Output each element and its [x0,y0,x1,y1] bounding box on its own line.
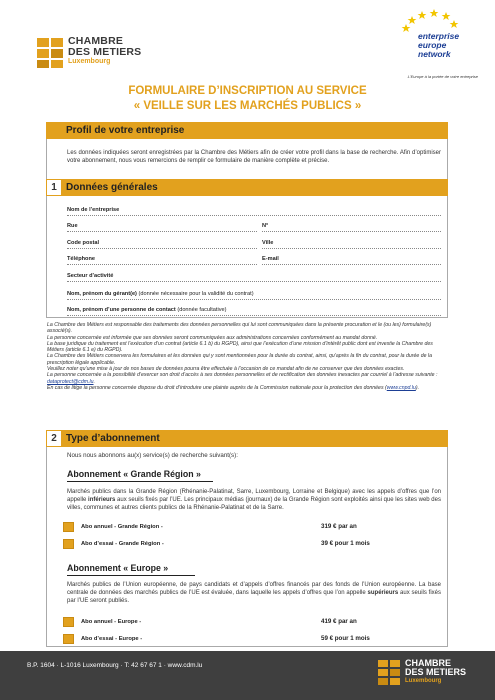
footer-logo-sub: Luxembourg [405,678,442,684]
option-eu-annual[interactable] [63,617,443,629]
section1-heading: Données générales [66,182,158,193]
manager-field[interactable] [67,299,441,300]
footer-logo-line1: CHAMBRE [405,658,451,668]
sector-field[interactable] [67,281,441,282]
option-eu-trial[interactable] [63,634,443,646]
een-line3: network [418,49,451,59]
manager-label [67,291,254,297]
street-label: Rue [67,223,78,229]
legal-p4: La Chambre des Métiers conservera les formulaires et les données qui y sont mentionnées pour la durée du contrat, ainsi, qu’après la fin du contrat, pour la durée de la prescription légale applicable. [47,353,432,366]
street-field[interactable] [67,231,257,232]
option-gr-annual-label: Abo annuel - Grande Région - [81,524,163,530]
europe-underline [67,575,195,576]
form-title-line2: « VEILLE SUR LES MARCHÉS PUBLICS » [133,100,362,112]
legal-p2: La personne concernée est informée que ses données seront communiquées aux administrations concernées conformément au mandat donné. [47,334,378,341]
een-tagline: L'Europe à la portée de votre entreprise [407,74,478,79]
legal-p5: Veuillez noter qu’une mise à jour de nos bases de données pourra être effectuée à l’occasion de ce mandat afin de ne conserver que des données exactes. [47,366,405,373]
section1-number: 1 [46,179,62,196]
een-line2: europe [418,40,447,50]
contact-field[interactable] [67,315,441,316]
footer-logo-line2: DES METIERS [405,667,467,677]
checkbox-gr-annual[interactable] [63,522,74,532]
city-label: Ville [262,240,274,246]
manager-label-text: Nom, prénom du gérant(e) [67,291,137,297]
page-footer [0,651,495,700]
section2-header [46,430,448,447]
phone-label: Téléphone [67,256,95,262]
een-line1: enterprise [418,31,460,41]
profil-text: Les données indiquées seront enregistrées par la Chambre des Métiers afin de créer votre profil dans la base de recherche. Afin d’optimiser votre abonnement, nous vous remercions de remplir ce formulaire de manière complète et précise. [67,150,441,164]
chambre-des-metiers-logo [37,36,157,72]
option-eu-annual-label: Abo annuel - Europe - [81,619,142,625]
cdm-logo-sub: Luxembourg [68,58,111,65]
eu-desc-bold: supérieurs [367,590,399,596]
manager-note: (donnée nécessaire pour la validité du contrat) [138,291,254,297]
phone-field[interactable] [67,264,257,265]
email-field[interactable] [262,264,441,265]
dataprotect-email-link[interactable]: dataprotect@cdm.lu [47,378,94,385]
profil-section-header [46,122,448,139]
legal-p3: La base juridique du traitement est l’exécution d’un contrat (article 6.1 b) du RGPD), ainsi que l’exécution d’une mission d’intérêt public dont est investie la Chambre des Métiers (article 6.1 e) du RGPD). [47,340,433,354]
option-gr-trial-price: 39 € pour 1 mois [321,540,370,547]
option-gr-annual-price: 319 € par an [321,523,357,530]
europe-description [67,581,441,605]
option-gr-trial-label: Abo d’essai - Grande Région - [81,541,164,547]
option-eu-trial-label: Abo d’essai - Europe - [81,636,143,642]
europe-heading: Abonnement « Europe » [67,563,169,573]
form-title [0,84,495,114]
eu-desc-part1: Marchés publics de l’Union européenne, de pays candidats et d’appels d’offres financés par des fonds de l’Union européenne. La base centrale de données des marchés publics de l’UE est évaluée, dans laquelle les appels d’offres que l’on appelle [67,582,441,596]
option-gr-annual[interactable] [63,522,443,534]
checkbox-eu-trial[interactable] [63,634,74,644]
section2-heading: Type d’abonnement [66,433,160,444]
contact-note: (donnée facultative) [177,307,227,313]
profil-heading: Profil de votre entreprise [66,125,185,136]
gr-desc-part1: Marchés publics dans la Grande Région (Rhénanie-Palatinat, Sarre, Luxembourg, Lorraine et Belgique) avec les appels d’offres que l’on appelle [67,489,441,503]
legal-p7-text: En cas de litige la personne concernée dispose du droit d’introduire une plainte auprès de la Commission nationale pour la protection des données ( [47,384,387,391]
form-title-line1: FORMULAIRE D’INSCRIPTION AU SERVICE [128,85,367,97]
eu-desc-part2: aux seuils fixés par l’UE seront publiés. [67,590,441,604]
legal-p1: La Chambre des Métiers est responsable des traitements des données personnelles qui lui sont communiquées dans la présente procuration et le (ou les) formulaire(s) associé(s). [47,322,432,335]
footer-address: B.P. 1604 · L-1016 Luxembourg · T: 42 67 67 1 · www.cdm.lu [27,662,203,669]
postal-code-label: Code postal [67,240,100,246]
cdm-logo-line1: CHAMBRE [68,35,124,47]
legal-p6-text: La personne concernée a la possibilité d’exercer son droit d’accès à ses données personnelles et de rectification des données inexactes par courriel à l’adresse suivante : [47,372,438,379]
cdm-emblem-icon [37,38,63,68]
contact-label [67,307,226,313]
grande-region-description [67,488,441,512]
postal-code-field[interactable] [67,248,257,249]
section1-header [46,179,448,196]
contact-label-text: Nom, prénom d’une personne de contact [67,307,176,313]
legal-notice [47,322,448,391]
number-field[interactable] [262,231,441,232]
checkbox-gr-trial[interactable] [63,539,74,549]
section2-number: 2 [46,430,62,447]
option-eu-trial-price: 59 € pour 1 mois [321,635,370,642]
gr-desc-part2: aux seuils fixés par l’UE. Les principaux médias (journaux) de la Grande Région sont exploités ainsi que les sites web des villes, communes et autres clients publics de la Rhénanie-Palatinat et de la Sarre. [67,497,441,511]
company-name-field[interactable] [67,215,441,216]
gr-desc-bold: inférieurs [88,497,116,503]
cnpd-link[interactable]: www.cnpd.lu [386,384,416,391]
footer-cdm-emblem-icon [378,660,400,686]
city-field[interactable] [262,248,441,249]
email-label: E-mail [262,256,279,262]
page-header [0,0,495,86]
legal-p7 [47,385,448,391]
enterprise-europe-network-logo [378,8,478,80]
number-label: N° [262,223,269,229]
grande-region-heading: Abonnement « Grande Région » [67,469,201,479]
option-eu-annual-price: 419 € par an [321,618,357,625]
option-gr-trial[interactable] [63,539,443,551]
company-name-label: Nom de l’entreprise [67,207,120,213]
checkbox-eu-annual[interactable] [63,617,74,627]
legal-p7-end: ). [415,384,420,391]
grande-region-underline [67,481,213,482]
legal-p6 [47,372,448,385]
legal-p6-end: . [93,378,95,385]
sector-label: Secteur d’activité [67,273,114,279]
cdm-logo-line2: DES METIERS [68,45,142,58]
subscription-intro: Nous nous abonnons au(x) service(s) de recherche suivant(s): [67,452,238,459]
